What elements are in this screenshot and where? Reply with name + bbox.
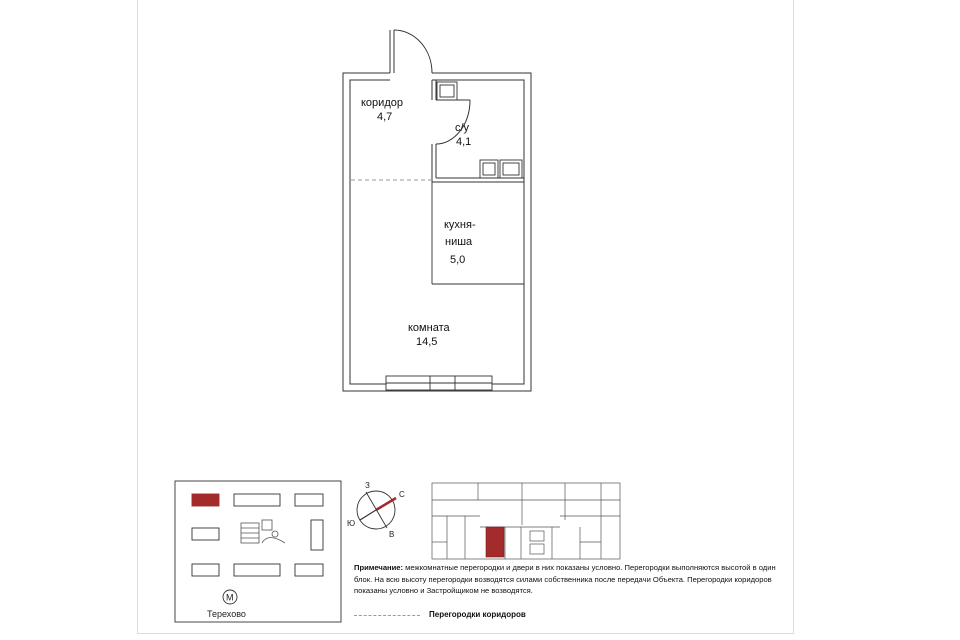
note-label: Примечание: — [354, 563, 404, 572]
corridor-name: коридор — [361, 97, 403, 109]
legend-label: Перегородки коридоров — [429, 610, 526, 619]
legend — [354, 610, 614, 622]
bathroom-area: 4,1 — [456, 136, 472, 148]
metro-station: Терехово — [207, 609, 246, 619]
metro-symbol: М — [226, 592, 234, 603]
note-text: межкомнатные перегородки и двери в них показаны условно. Перегородки выполняются высотой в один блок. На всю высоту перегородки возводятся силами собственника после передачи Объекта. Перегородки коридоров показаны условно и Застройщиком не возводятся. — [354, 563, 776, 595]
bathroom-name: с/у — [455, 122, 470, 134]
compass-east: В — [389, 530, 395, 539]
kitchen-area: 5,0 — [450, 254, 466, 266]
compass-west: З — [365, 481, 370, 490]
kitchen-name-line1: кухня- — [444, 219, 476, 231]
floor-key-current-apartment — [486, 527, 504, 557]
compass-north: С — [399, 490, 405, 499]
legend-dashed-line — [354, 615, 420, 616]
compass-south: Ю — [347, 519, 356, 528]
corridor-area: 4,7 — [377, 111, 393, 123]
room-area: 14,5 — [416, 336, 438, 348]
kitchen-name-line2: ниша — [445, 236, 473, 248]
plan-note — [354, 562, 794, 597]
room-name: комната — [408, 322, 450, 334]
